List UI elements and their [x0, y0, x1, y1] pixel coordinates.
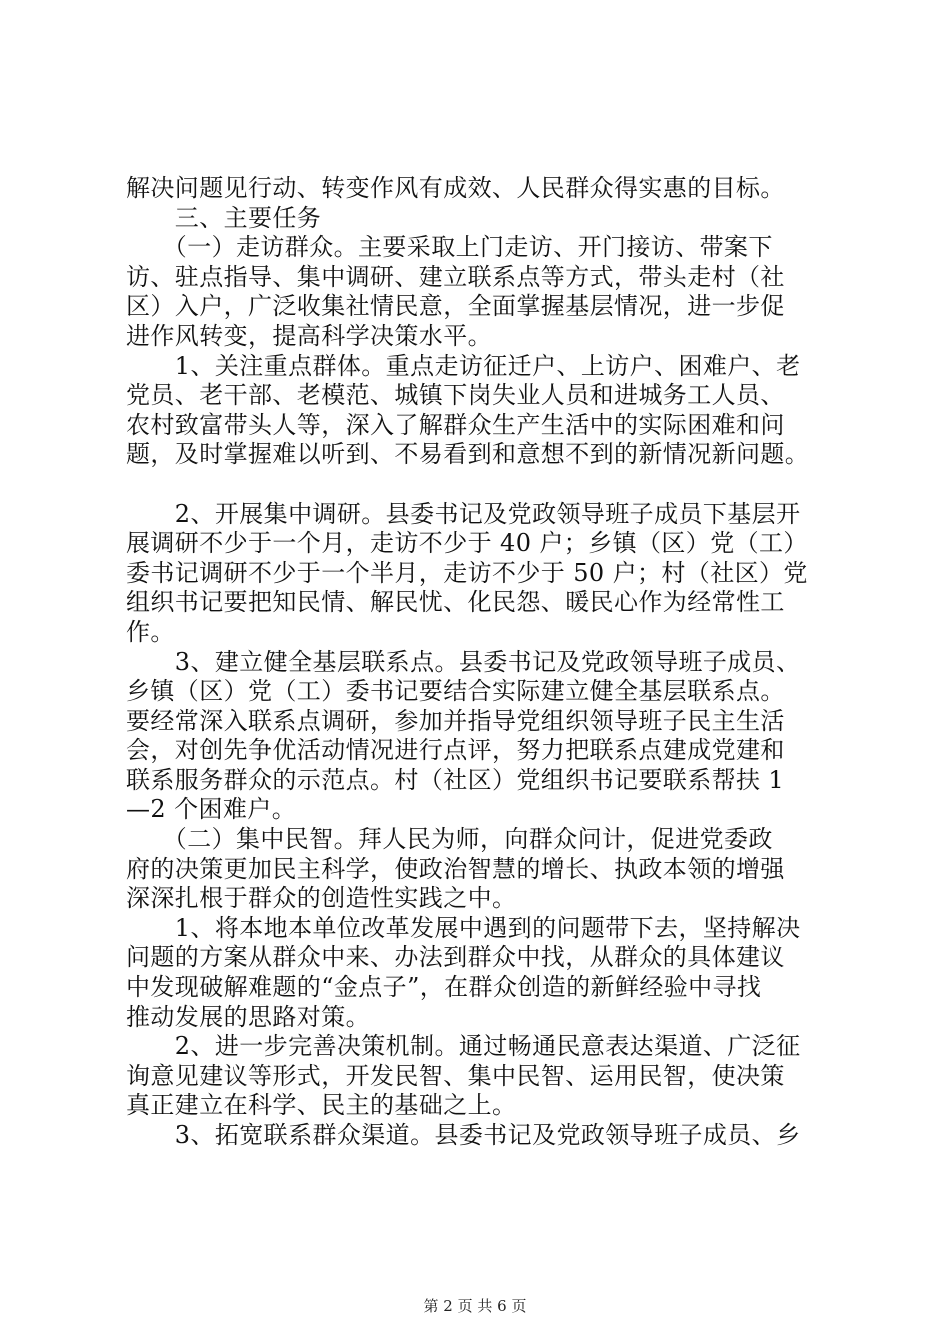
page-footer: 第 2 页 共 6 页: [423, 1297, 527, 1315]
text-line: 解决问题见行动、转变作风有成效、人民群众得实惠的目标。: [126, 174, 785, 202]
text-line: 委书记调研不少于一个半月，走访不少于 50 户；村（社区）党: [126, 558, 808, 587]
document-body: [126, 174, 846, 1151]
text-line: —2 个困难户。: [126, 795, 297, 824]
text-line: 2、开展集中调研。县委书记及党政领导班子成员下基层开: [126, 499, 801, 528]
text-line: 乡镇（区）党（工）委书记要结合实际建立健全基层联系点。: [126, 677, 785, 706]
text-line: 府的决策更加民主科学，使政治智慧的增长、执政本领的增强: [126, 854, 785, 883]
text-line: （一）走访群众。主要采取上门走访、开门接访、带案下: [126, 233, 773, 262]
text-line: 推动发展的思路对策。: [126, 1002, 370, 1031]
text-line: 题，及时掌握难以听到、不易看到和意想不到的新情况新问题。: [126, 440, 810, 469]
text-line: （二）集中民智。拜人民为师，向群众问计，促进党委政: [126, 825, 773, 854]
text-line: 1、关注重点群体。重点走访征迁户、上访户、困难户、老: [126, 351, 801, 380]
text-line: 区）入户，广泛收集社情民意，全面掌握基层情况，进一步促: [126, 292, 785, 321]
text-line: 展调研不少于一个月，走访不少于 40 户；乡镇（区）党（工）: [126, 529, 808, 558]
text-line: 农村致富带头人等，深入了解群众生产生活中的实际困难和问: [126, 410, 785, 439]
text-line: 询意见建议等形式，开发民智、集中民智、运用民智，使决策: [126, 1061, 785, 1090]
text-line: 2、进一步完善决策机制。通过畅通民意表达渠道、广泛征: [126, 1032, 801, 1061]
text-line: 深深扎根于群众的创造性实践之中。: [126, 884, 517, 913]
text-line: 组织书记要把知民情、解民忧、化民怨、暖民心作为经常性工: [126, 588, 785, 617]
text-line: 3、建立健全基层联系点。县委书记及党政领导班子成员、: [126, 647, 801, 676]
text-line: 作。: [126, 617, 175, 646]
text-line: 要经常深入联系点调研，参加并指导党组织领导班子民主生活: [126, 706, 785, 735]
text-line: 进作风转变，提高科学决策水平。: [126, 321, 492, 350]
text-line: 1、将本地本单位改革发展中遇到的问题带下去，坚持解决: [126, 913, 801, 942]
text-line: 中发现破解难题的“金点子”，在群众创造的新鲜经验中寻找: [126, 973, 762, 1002]
text-line: 联系服务群众的示范点。村（社区）党组织书记要联系帮扶 1: [126, 765, 785, 794]
text-line: 问题的方案从群众中来、办法到群众中找，从群众的具体建议: [126, 943, 785, 972]
text-line: 访、驻点指导、集中调研、建立联系点等方式，带头走村（社: [126, 262, 785, 291]
text-line: 真正建立在科学、民主的基础之上。: [126, 1091, 517, 1120]
blank-line: [126, 470, 846, 500]
text-line: 3、拓宽联系群众渠道。县委书记及党政领导班子成员、乡: [126, 1121, 801, 1149]
text-line: 三、主要任务: [126, 203, 322, 232]
text-line: 会，对创先争优活动情况进行点评，努力把联系点建成党建和: [126, 736, 785, 765]
text-line: 党员、老干部、老模范、城镇下岗失业人员和进城务工人员、: [126, 381, 785, 410]
